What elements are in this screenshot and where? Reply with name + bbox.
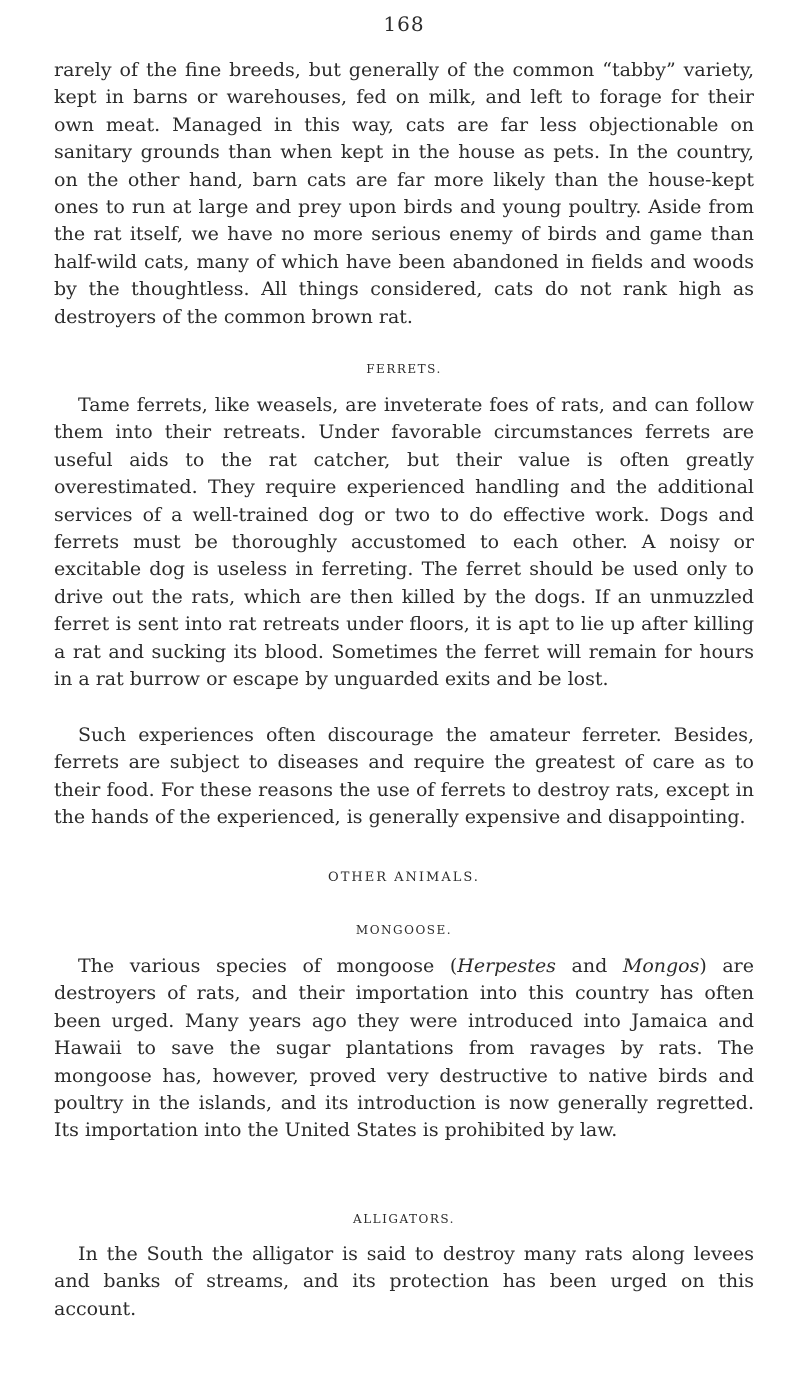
section-heading-ferrets: FERRETS. <box>366 362 442 376</box>
paragraph-ferrets-2: Such experiences often discourage the amateur ferreter. Besides, ferrets are subject to diseases and require the greatest of care as to their food. For these reasons the use of ferrets to destroy rats, except in the hands of the experienced, is generally expensive and disappointing. <box>54 724 754 829</box>
genus-mongos: Mongos <box>622 955 700 977</box>
mongoose-text-and: and <box>555 955 623 977</box>
genus-herpestes: Herpestes <box>457 955 556 977</box>
paragraph-mongoose <box>54 953 754 1145</box>
subsection-heading-alligators: ALLIGATORS. <box>353 1212 455 1226</box>
paragraph-cats-continued: rarely of the fine breeds, but generally of the common “tabby” variety, kept in barns or warehouses, fed on milk, and left to forage for their own meat. Managed in this way, cats are far less objectionable on sanitary grounds than when kept in the house as pets. In the country, on the other hand, barn cats are far more likely than the house-kept ones to run at large and prey upon birds and young poultry. Aside from the rat itself, we have no more serious enemy of birds and game than half-wild cats, many of which have been abandoned in fields and woods by the thoughtless. All things considered, cats do not rank high as destroyers of the common brown rat. <box>54 59 754 328</box>
mongoose-text-rest: ) are destroyers of rats, and their importation into this country has often been urged. Many years ago they were introduced into Jamaica and Hawaii to save the sugar plantations from ravages by rats. The mongoose has, however, proved very destructive to native birds and poultry in the islands, and its introduction is now generally regretted. Its importation into the United States is prohibited by law. <box>54 955 755 1142</box>
paragraph-alligators: In the South the alligator is said to destroy many rats along levees and banks of streams, and its protection has been urged on this account. <box>54 1243 754 1320</box>
subsection-heading-mongoose: MONGOOSE. <box>355 923 453 937</box>
paragraph-ferrets-1: Tame ferrets, like weasels, are inveterate foes of rats, and can follow them into their retreats. Under favorable circumstances ferrets are useful aids to the rat catcher, but their value is often greatly overestimated. They require experienced handling and the additional services of a well-trained dog or two to do effective work. Dogs and ferrets must be thoroughly accustomed to each other. A noisy or excitable dog is useless in ferreting. The ferret should be used only to drive out the rats, which are then killed by the dogs. If an unmuzzled ferret is sent into rat retreats under floors, it is apt to lie up after killing a rat and sucking its blood. Sometimes the ferret will remain for hours in a rat burrow or escape by unguarded exits and be lost. <box>54 394 754 691</box>
mongoose-text-start: The various species of mongoose ( <box>78 955 458 977</box>
section-heading-other-animals: OTHER ANIMALS. <box>328 870 480 885</box>
page-number: 168 <box>383 12 425 36</box>
